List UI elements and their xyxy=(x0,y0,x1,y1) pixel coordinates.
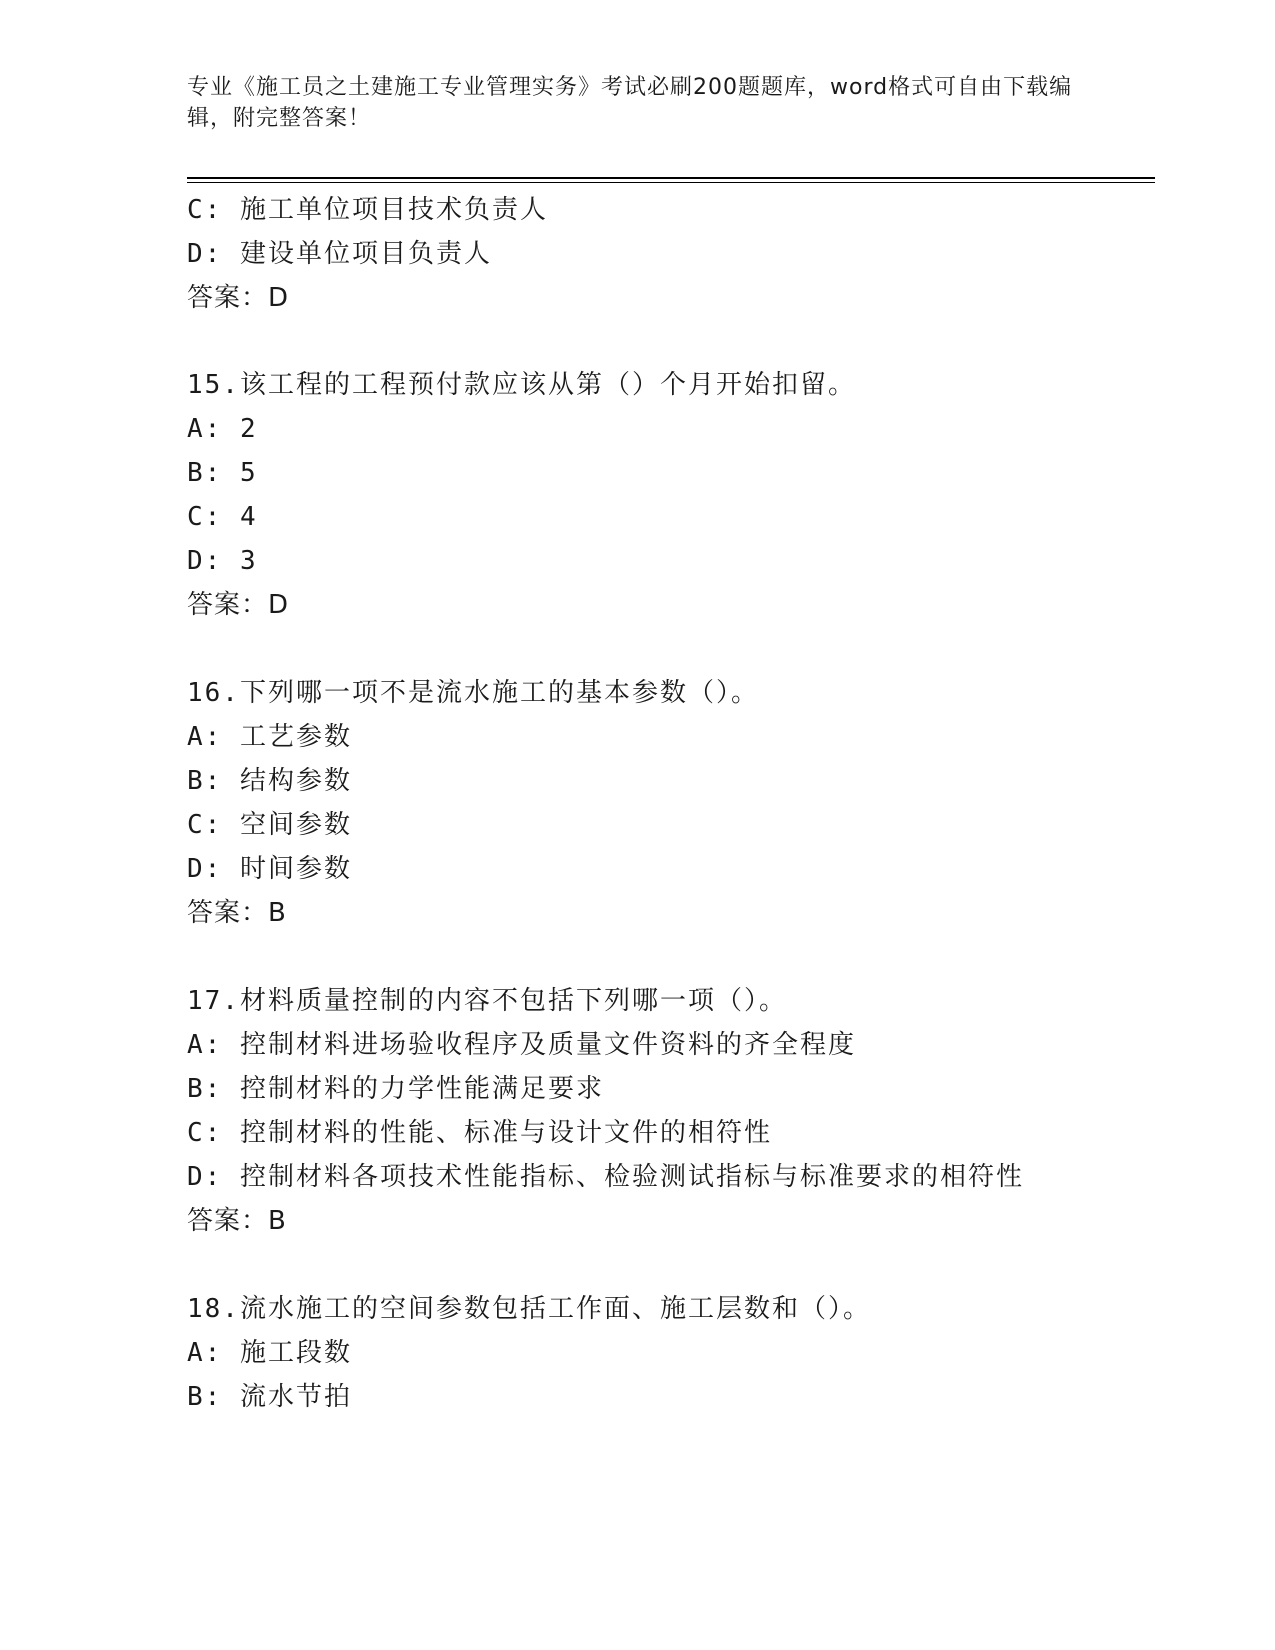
answer-line: 答案：D xyxy=(187,283,290,313)
option-c: C: 空间参数 xyxy=(187,810,352,840)
header-divider-top xyxy=(187,177,1155,179)
question-17: 17.材料质量控制的内容不包括下列哪一项（）。 xyxy=(187,986,787,1016)
option-c: C: 施工单位项目技术负责人 xyxy=(187,195,548,225)
option-b: B: 控制材料的力学性能满足要求 xyxy=(187,1074,604,1104)
answer-line: 答案：D xyxy=(187,590,290,620)
option-d: D: 3 xyxy=(187,546,258,576)
header-divider-bottom xyxy=(187,182,1155,183)
option-c: C: 4 xyxy=(187,502,258,532)
option-d: D: 时间参数 xyxy=(187,854,352,884)
option-b: B: 结构参数 xyxy=(187,766,352,796)
option-a: A: 工艺参数 xyxy=(187,722,352,752)
option-c: C: 控制材料的性能、标准与设计文件的相符性 xyxy=(187,1118,772,1148)
question-15: 15.该工程的工程预付款应该从第（）个月开始扣留。 xyxy=(187,370,856,400)
answer-line: 答案：B xyxy=(187,1206,287,1236)
option-a: A: 施工段数 xyxy=(187,1338,352,1368)
question-16: 16.下列哪一项不是流水施工的基本参数（）。 xyxy=(187,678,759,708)
document-header: 专业《施工员之土建施工专业管理实务》考试必刷200题题库，word格式可自由下载编辑，附完整答案！ xyxy=(187,75,1073,131)
option-b: B: 流水节拍 xyxy=(187,1382,352,1412)
answer-line: 答案：B xyxy=(187,898,287,928)
option-d: D: 控制材料各项技术性能指标、检验测试指标与标准要求的相符性 xyxy=(187,1162,1024,1192)
option-d: D: 建设单位项目负责人 xyxy=(187,239,492,269)
option-a: A: 2 xyxy=(187,414,258,444)
question-18: 18.流水施工的空间参数包括工作面、施工层数和（）。 xyxy=(187,1294,871,1324)
option-b: B: 5 xyxy=(187,458,258,488)
option-a: A: 控制材料进场验收程序及质量文件资料的齐全程度 xyxy=(187,1030,856,1060)
